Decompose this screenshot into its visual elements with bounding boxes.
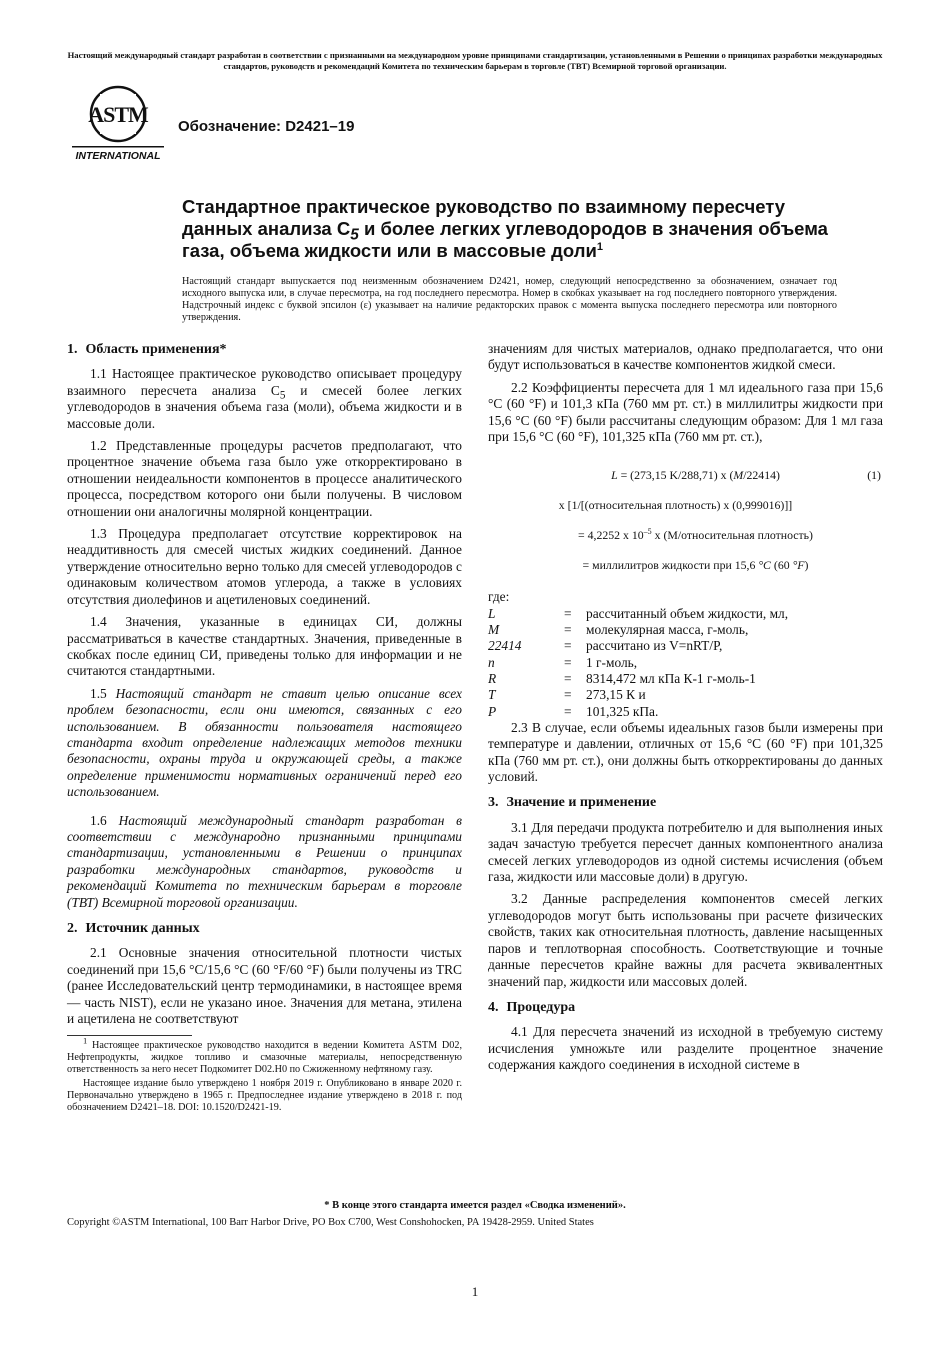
title-footnote-mark: 1 xyxy=(596,240,603,253)
logo-subtext: INTERNATIONAL xyxy=(75,150,161,162)
footnote-1-mark: 1 xyxy=(83,1036,88,1047)
where-row xyxy=(488,704,883,720)
eq4-a: = миллилитров жидкости при 15,6 xyxy=(582,558,759,573)
section-3-number: 3. xyxy=(488,795,499,811)
p1-5-text: Настоящий стандарт не ставит целью описание всех проблем безопасности, если они имеются, связанных с его использованием. В обязанности пользователя настоящего стандарта входит определение надлежащих методов техники безопасности, охраны труда и окружающей среды, а также определение применимости нормативных ограничений перед его использованием. xyxy=(67,685,462,800)
logo-text: ASTM xyxy=(88,102,148,127)
title-part1: Стандартное практическое руководство по взаимному пересчету данных анализа С xyxy=(182,196,786,239)
copyright: Copyright ©ASTM International, 100 Barr Harbor Drive, PO Box C700, West Conshohocken, PA 19428-2959. United States xyxy=(67,1217,594,1228)
p1-5-number: 1.5 xyxy=(90,685,107,701)
equation-line-4 xyxy=(488,555,883,575)
eq4-c: (60 xyxy=(770,558,793,573)
footnote-1 xyxy=(67,1036,462,1076)
eq3-sup: –5 xyxy=(643,527,652,537)
p1-1-text-b: и смесей более легких углеводородов в значения объема газа (моли), объема жидкости и в массовые доли. xyxy=(67,382,463,431)
astm-logo xyxy=(70,84,168,164)
paragraph-3-1: 3.1 Для передачи продукта потребителю и для выполнения иных задач зачастую требуется пересчет данных компонентного анализа смесей легких углеводородов из одной системы исчисления (объем газа, жидкости или массовые доли) в другую. xyxy=(488,819,883,885)
p1-6-text: Настоящий международный стандарт разработан в соответствии с международно признанными принципами стандартизации, установленными в Решении о принципах разработки международных стандартов, руководств и рекомендаций Комитета по техническим барьерам в торговле (ТВТ) Всемирной торговой организации. xyxy=(67,812,462,910)
paragraph-2-1-continued: значениям для чистых материалов, однако предполагается, что они будут использоваться в качестве компонентов жидкой смеси. xyxy=(488,341,883,373)
section-4-title: Процедура xyxy=(506,999,576,1015)
title-sub: 5 xyxy=(350,226,359,244)
eq3-a: = 4,2252 x 10 xyxy=(578,528,644,543)
equation-1 xyxy=(488,465,883,485)
paragraph-3-2: 3.2 Данные распределения компонентов смесей легких углеводородов могут быть использованы при расчете физических свойств, таких как относительная плотность, давление насыщенных паров и теплотворная способность. Соответствующие и точные данные пересчетов крайне важны для расчета эквивалентных значений пар, жидкости или массовых долей. xyxy=(488,891,883,989)
paragraph-4-1: 4.1 Для пересчета значений из исходной в требуемую систему исчисления умножьте или разделите процентное значение содержания каждого соединения в исходной системе в xyxy=(488,1024,883,1073)
where-definition: рассчитано из V=nRT/P, xyxy=(586,638,723,654)
where-symbol: n xyxy=(488,654,495,670)
paragraph-1-5 xyxy=(67,686,462,801)
section-2-heading xyxy=(67,921,462,937)
eq4-e: ) xyxy=(804,558,809,573)
section-4-heading xyxy=(488,1000,883,1016)
paragraph-2-1: 2.1 Основные значения относительной плотности чистых соединений при 15,6 °С/15,6 °С (60 °F/60 °F) были получены из TRC (ранее Исследовательский центр термодинамики, в настоящее время — часть NIST), если не указано иное. Значения для метана, этилена и ацетилена не соответствуют xyxy=(67,945,462,1027)
equation-line-3 xyxy=(488,525,883,545)
section-2-number: 2. xyxy=(67,921,78,936)
document-title xyxy=(182,196,842,262)
section-3-heading xyxy=(488,795,883,811)
where-symbol: M xyxy=(488,622,500,638)
paragraph-1-4: 1.4 Значения, указанные в единицах СИ, должны рассматриваться в качестве стандартных. Значения, приведенные в скобках после единиц СИ, приведены только для информации и не считаются стандартными. xyxy=(67,614,462,679)
where-row xyxy=(488,606,883,622)
paragraph-1-2: 1.2 Представленные процедуры расчетов предполагают, что процентное значение объема газа было уже откорректировано в отношении неидеальности компонентов в процессе аналитического процесса, посредством которого они были получены. В числовом отношении они аналогичны молярной концентрации. xyxy=(67,438,462,519)
summary-of-changes-note: * В конце этого стандарта имеется раздел «Сводка изменений». xyxy=(324,1200,626,1211)
paragraph-2-2: 2.2 Коэффициенты пересчета для 1 мл идеального газа при 15,6 °С (60 °F) и 101,3 кПа (760 мм рт. ст.) в миллилитры жидкости при 15,6 °С (60 °F) были рассчитаны следующим образом: Для 1 мл газа при 15,6 °С (60 °F), 101,325 кПа (760 мм рт. ст.), xyxy=(488,379,883,445)
where-definition: молекулярная масса, г-моль, xyxy=(586,622,749,638)
section-4-number: 4. xyxy=(488,999,499,1015)
where-definition: 101,325 кПа. xyxy=(586,703,659,719)
where-row xyxy=(488,622,883,638)
left-column xyxy=(67,342,462,1116)
eq3-b: x (M/относительная плотность) xyxy=(651,528,813,543)
where-list xyxy=(488,589,883,719)
paragraph-2-3: 2.3 В случае, если объемы идеальных газов были измерены при температуре и давлении, отличных от 15,6 °С (60 °F) при 101,325 кПа (760 мм рт. ст.), они должны быть откорректированы до данных условий. xyxy=(488,719,883,785)
section-1-number: 1. xyxy=(67,342,78,357)
section-1-heading xyxy=(67,342,462,358)
p1-1-text-a: 1.1 Настоящее практическое руководство описывает процедуру взаимного пересчета анализа С xyxy=(67,366,462,398)
where-equals: = xyxy=(564,654,572,670)
where-rows xyxy=(488,606,883,720)
astm-logo-icon xyxy=(70,84,168,164)
footnote-1-text: Настоящее практическое руководство находится в ведении Комитета ASTM D02, Нефтепродукты, жидкое топливо и смазочные материалы, непосредственную ответственность за него несет Подкомитет D02.H0 по Сжиженному нефтяному газу. xyxy=(67,1040,462,1076)
where-definition: 273,15 К и xyxy=(586,687,646,703)
where-symbol: T xyxy=(488,687,496,703)
eq4-b: °C xyxy=(758,558,771,573)
eq1-M: M xyxy=(733,468,744,483)
paragraph-1-3: 1.3 Процедура предполагает отсутствие корректировок на неаддитивность для смесей чистых жидких соединений. Данное утверждение относительно верно только для смесей углеводородов с одинаковым количеством атомов углерода, а также в условиях отсутствия диолефинов и ацетиленовых соединений. xyxy=(67,526,462,607)
designation: Обозначение: D2421–19 xyxy=(178,118,355,135)
paragraph-1-1 xyxy=(67,366,462,432)
where-symbol: L xyxy=(488,605,496,621)
where-equals: = xyxy=(564,638,572,654)
p1-6-number: 1.6 xyxy=(90,812,107,828)
where-label: где: xyxy=(488,589,510,605)
paragraph-1-6 xyxy=(67,813,462,911)
where-definition: 1 г-моль, xyxy=(586,654,638,670)
title-part2: и более легких углеводородов в значения объема газа, объема жидкости или в массовые доли xyxy=(182,218,828,261)
where-symbol: R xyxy=(488,670,497,686)
where-equals: = xyxy=(564,622,572,638)
where-equals: = xyxy=(564,687,572,703)
eq1-d: /22414) xyxy=(743,468,780,483)
right-column xyxy=(488,341,883,1080)
section-3-title: Значение и применение xyxy=(506,795,657,811)
where-row xyxy=(488,638,883,654)
where-equals: = xyxy=(564,670,572,686)
equation-line-2: x [1/[(относительная плотность) x (0,999016)]] xyxy=(558,498,793,513)
section-2-title: Источник данных xyxy=(85,921,200,936)
where-row xyxy=(488,687,883,703)
where-definition: рассчитанный объем жидкости, мл, xyxy=(586,605,789,621)
where-symbol: 22414 xyxy=(488,638,522,654)
where-symbol: P xyxy=(488,703,497,719)
eq1-L: L xyxy=(611,468,618,483)
page-number: 1 xyxy=(471,1284,479,1299)
issued-note: Настоящий стандарт выпускается под неизменным обозначением D2421, номер, следующий непосредственно за обозначением, означает год исходного выпуска или, в случае пересмотра, на год последнего пересмотра. Номер в скобках указывает на год последнего повторного утверждения. Надстрочный индекс с буквой эпсилон (ε) указывает на наличие редакторских правок с момента выпуска последнего пересмотра или повторного утверждения. xyxy=(182,276,837,323)
footnote-2: Настоящее издание было утверждено 1 ноября 2019 г. Опубликовано в январе 2020 г. Первоначально утверждено в 1965 г. Предпоследнее издание утверждено в 2018 г. под обозначением D2421–18. DOI: 10.1520/D2421-19. xyxy=(67,1078,462,1114)
section-1-title: Область применения* xyxy=(85,342,227,357)
where-row xyxy=(488,655,883,671)
where-row xyxy=(488,671,883,687)
header-notice: Настоящий международный стандарт разработан в соответствии с признанными на международном уровне принципами стандартизации, установленными в Решении о принципах разработки международных стандартов, руководств и рекомендаций Комитета по техническим барьерам в торговле (ТВТ) Всемирной торговой организации. xyxy=(67,50,883,71)
eq4-d: °F xyxy=(792,558,805,573)
where-definition: 8314,472 мл кПа К-1 г-моль-1 xyxy=(586,670,756,686)
equation-number: (1) xyxy=(867,468,881,483)
p1-1-sub: 5 xyxy=(279,389,286,402)
eq1-b: = (273,15 K/288,71) x ( xyxy=(617,468,734,483)
where-equals: = xyxy=(564,703,572,719)
where-equals: = xyxy=(564,605,572,621)
